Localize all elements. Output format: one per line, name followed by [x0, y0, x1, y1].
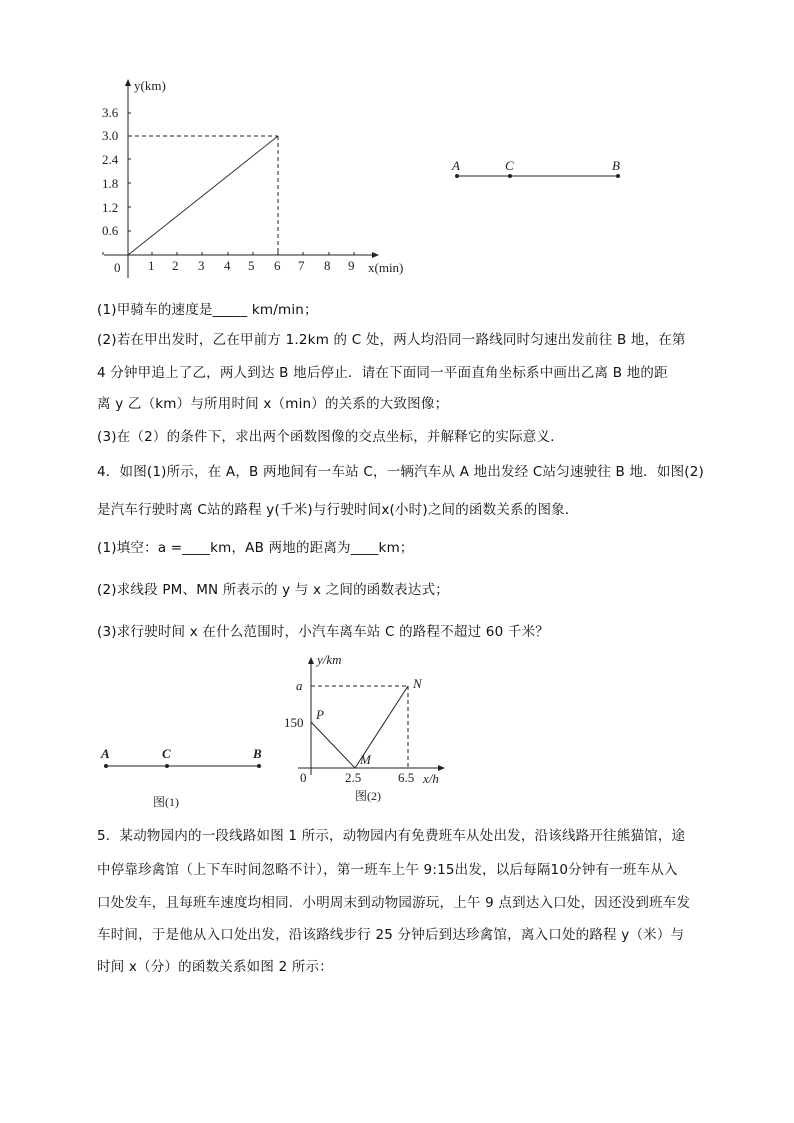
svg-text:6: 6 — [274, 258, 281, 273]
svg-text:0: 0 — [300, 770, 307, 785]
svg-text:9: 9 — [348, 258, 355, 273]
svg-text:5: 5 — [248, 258, 255, 273]
svg-text:图(2): 图(2) — [355, 789, 381, 803]
svg-text:M: M — [360, 752, 371, 767]
svg-text:a: a — [296, 678, 303, 693]
svg-text:A: A — [101, 746, 110, 761]
svg-text:0.6: 0.6 — [102, 223, 119, 238]
svg-text:7: 7 — [298, 258, 305, 273]
q4-figures — [0, 640, 794, 815]
q5-line3: 口处发车，且每班车速度均相同．小明周末到动物园游玩，上午 9 点到达入口处，因还没到班车发 — [97, 895, 691, 911]
q4-part2: (2)求线段 PM、MN 所表示的 y 与 x 之间的函数表达式； — [97, 582, 449, 598]
svg-text:B: B — [612, 158, 620, 173]
svg-text:N: N — [413, 676, 422, 691]
q3-part3: (3)在（2）的条件下，求出两个函数图像的交点坐标，并解释它的实际意义． — [97, 429, 564, 445]
q4-part3: (3)求行驶时间 x 在什么范围时，小汽车离车站 C 的路程不超过 60 千米？ — [97, 624, 549, 640]
q4-part1: (1)填空：a =____km，AB 两地的距离为____km； — [97, 540, 414, 556]
svg-text:y/km: y/km — [317, 652, 342, 667]
svg-text:1.8: 1.8 — [102, 176, 119, 191]
fig1-caption: 图(1) — [153, 795, 179, 809]
svg-text:1: 1 — [148, 258, 155, 273]
q4-stem-b: 是汽车行驶时离 C站的路程 y(千米)与行驶时间x(小时)之间的函数关系的图象． — [97, 502, 579, 518]
svg-text:2: 2 — [172, 258, 179, 273]
svg-text:6.5: 6.5 — [398, 770, 415, 785]
q3-part2a: (2)若在甲出发时，乙在甲前方 1.2km 的 C 处，两人均沿同一路线同时匀速出发前往 B 地，在第 — [97, 332, 686, 348]
svg-text:P: P — [316, 707, 324, 722]
svg-text:x/h: x/h — [423, 771, 439, 786]
x-tick-0: 0 — [114, 260, 121, 275]
chart-distance-time — [0, 0, 794, 290]
svg-text:2.5: 2.5 — [345, 770, 362, 785]
svg-text:C: C — [162, 746, 171, 761]
svg-text:A: A — [452, 158, 460, 173]
svg-text:8: 8 — [324, 258, 331, 273]
q5-line2: 中停靠珍禽馆（上下车时间忽略不计），第一班车上午 9:15出发，以后每隔10分钟有一班车从入 — [97, 862, 678, 878]
q5-line1: 5．某动物园内的一段线路如图 1 所示，动物园内有免费班车从处出发，沿该线路开往熊猫馆，途 — [97, 828, 686, 844]
svg-text:3: 3 — [198, 258, 205, 273]
q5-line5: 时间 x（分）的函数关系如图 2 所示： — [97, 959, 333, 975]
q5-line4: 车时间，于是他从入口处出发，沿该路线步行 25 分钟后到达珍禽馆，离入口处的路程 y（米）与 — [97, 927, 685, 943]
y-axis-label: y(km) — [134, 78, 166, 93]
svg-text:2.4: 2.4 — [102, 152, 119, 167]
svg-text:4: 4 — [224, 258, 231, 273]
svg-text:B: B — [253, 746, 262, 761]
svg-text:C: C — [505, 158, 514, 173]
svg-text:1.2: 1.2 — [102, 200, 119, 215]
q3-part1: (1)甲骑车的速度是_____ km/min； — [97, 302, 318, 318]
svg-text:3.6: 3.6 — [102, 105, 119, 120]
svg-text:150: 150 — [284, 715, 304, 730]
q3-part2b: 4 分钟甲追上了乙，两人到达 B 地后停止．请在下面同一平面直角坐标系中画出乙离 B 地的距 — [97, 365, 668, 381]
q3-part2c: 离 y 乙（km）与所用时间 x（min）的关系的大致图像； — [97, 396, 449, 412]
x-axis-label: x(min) — [368, 260, 404, 275]
svg-text:3.0: 3.0 — [102, 128, 119, 143]
q4-stem-a: 4．如图(1)所示，在 A，B 两地间有一车站 C，一辆汽车从 A 地出发经 C站匀速驶往 B 地．如图(2) — [97, 464, 705, 480]
